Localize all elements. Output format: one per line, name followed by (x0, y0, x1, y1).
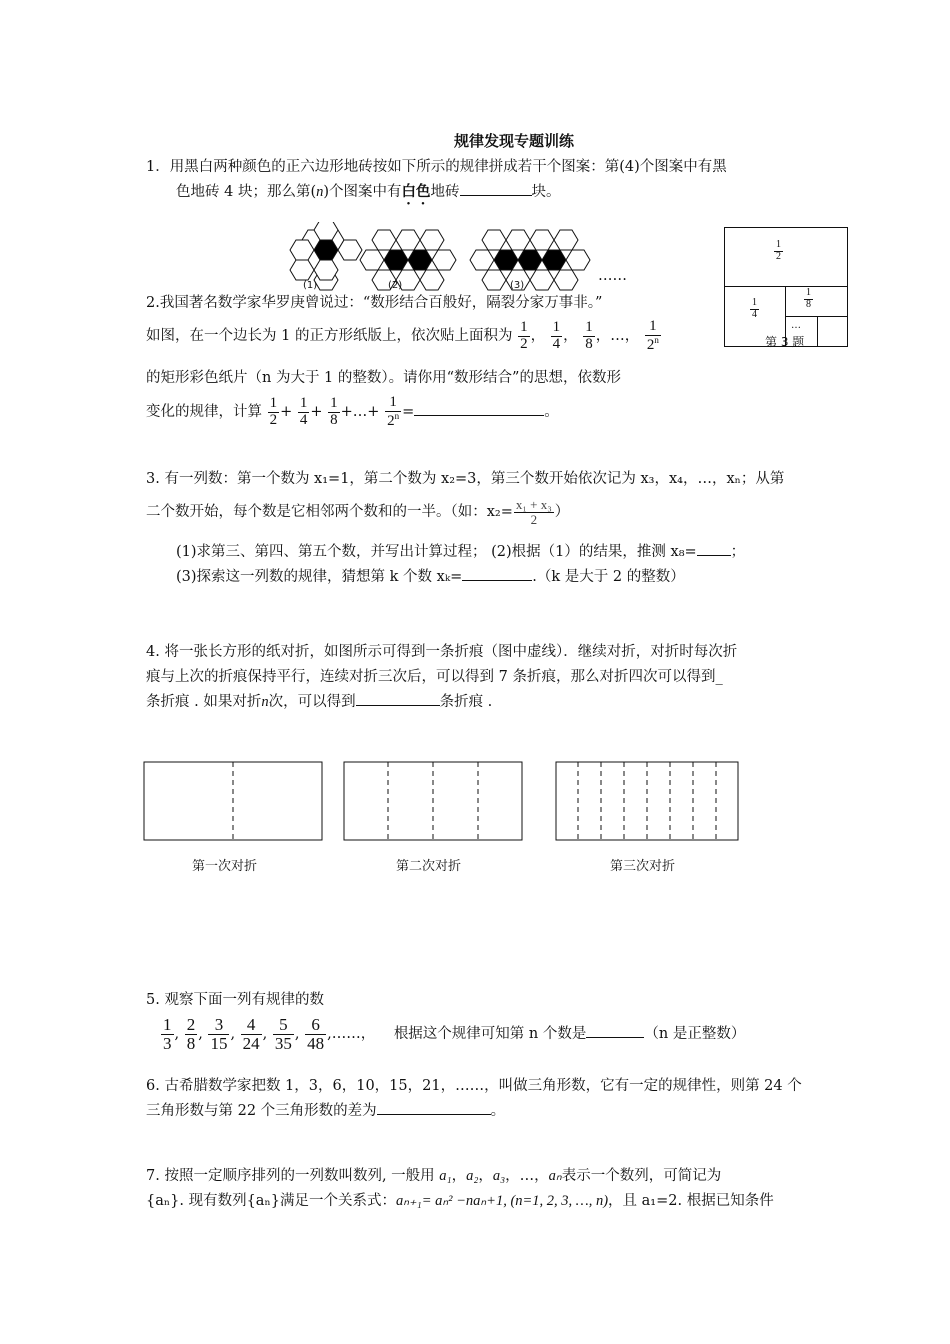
q4-line1: 4. 将一张长方形的纸对折，如图所示可得到一条折痕（图中虚线）．继续对折，对折时每次折 (146, 644, 738, 660)
fold-caption-1: 第一次对折 (192, 859, 258, 874)
q1-line2: 色地砖 4 块；那么第(n)个图案中有白色地砖 块。 (176, 180, 561, 208)
fold-caption-2: 第二次对折 (396, 859, 462, 874)
folding-figures (140, 758, 744, 844)
hexagon-pattern-3 (470, 230, 590, 290)
q2-line2: 如图，在一个边长为 1 的正方形纸版上，依次贴上面积为 $\frac{1}{2}$ ， $\frac{1}{4}$ ， $\frac{1}{8}$ ，…， $\frac{1}{2^n}$ (146, 317, 659, 353)
q7-line2: {aₙ}. 现有数列{aₙ}满足一个关系式：aₙ₊₁= aₙ² −naₙ+1, (n=1, 2, 3, …, n)，且 a₁=2. 根据已知条件 (146, 1193, 774, 1209)
q3-line4: (3)探索这一列数的规律，猜想第 k 个数 xₖ= .（k 是大于 2 的整数） (176, 565, 685, 586)
q3-line1: 3. 有一列数：第一个数为 x₁=1，第二个数为 x₂=3，第三个数开始依次记为 x₃，x₄，…，xₙ；从第 (146, 471, 785, 487)
q6-line2: 三角形数与第 22 个三角形数的差为 。 (146, 1099, 505, 1120)
hexagon-pattern-2 (360, 230, 456, 290)
q1-answer-blank[interactable] (460, 181, 532, 196)
hexagon-patterns-figure (280, 222, 600, 302)
q5-answer-blank[interactable] (586, 1023, 644, 1038)
q2-answer-blank[interactable] (414, 401, 544, 416)
pattern-label-1: (1) (303, 280, 318, 291)
q4-line3: 条折痕 . 如果对折n次，可以得到 条折痕 . (146, 690, 492, 711)
q5-line1: 5. 观察下面一列有规律的数 (146, 992, 324, 1008)
pattern-label-3: (3) (510, 280, 525, 291)
q4-line2: 痕与上次的折痕保持平行，连续对折三次后，可以得到 7 条折痕，那么对折四次可以得到_ (146, 669, 723, 685)
q2-line1: 2.我国著名数学家华罗庚曾说过：“数形结合百般好，隔裂分家万事非。” (146, 295, 603, 311)
q5-line2: $\frac{1}{3}$ , $\frac{2}{8}$ , $\frac{3}{15}$ , $\frac{4}{24}$ , $\frac{5}{35}$ , $\frac{6}{48}$ ,……， 根据这个规律可知第 n 个数是 （n 是正整数） (163, 1014, 746, 1053)
pattern-label-2: (2) (388, 280, 403, 291)
square-more-label: … (791, 320, 801, 331)
hexagon-pattern-1 (290, 222, 362, 290)
q1-line1: 1．用黑白两种颜色的正六边形地砖按如下所示的规律拼成若干个图案：第(4)个图案中有黑 (146, 159, 727, 175)
fold-caption-3: 第三次对折 (610, 859, 676, 874)
q3-line3: (1)求第三、第四、第五个数，并写出计算过程； (2)根据（1）的结果，推测 x₈= ； (176, 540, 745, 561)
q6-answer-blank[interactable] (377, 1100, 491, 1115)
q2-line4: 变化的规律，计算 $\frac{1}{2}$ + $\frac{1}{4}$ + $\frac{1}{8}$ +…+ $\frac{1}{2^n}$ = 。 (146, 393, 559, 429)
unit-square-figure (724, 227, 848, 347)
q3-xk-blank[interactable] (462, 566, 532, 581)
square-figure-caption: 第 3 题 (765, 335, 805, 349)
q2-line3: 的矩形彩色纸片（n 为大于 1 的整数）。请你用“数形结合”的思想，依数形 (146, 370, 621, 386)
square-quarter-label: $\frac{1}{4}$ (752, 297, 757, 320)
square-eighth-label: $\frac{1}{8}$ (806, 287, 811, 310)
pattern-ellipsis: …… (598, 268, 627, 284)
page-title: 规律发现专题训练 (454, 132, 575, 150)
q3-line2: 二个数开始，每个数是它相邻两个数和的一半。（如：x₂= $\frac{\text{x₁ + x₃}}{2}$ ） (146, 496, 570, 527)
q6-line1: 6. 古希腊数学家把数 1，3，6，10，15，21，……，叫做三角形数，它有一定的规律性，则第 24 个 (146, 1078, 802, 1094)
q3-x8-blank[interactable] (697, 541, 731, 556)
q7-recurrence-formula: aₙ₊₁= aₙ² −naₙ+1, (n=1, 2, 3, …, n) (395, 1193, 609, 1209)
q7-line1: 7. 按照一定顺序排列的一列数叫数列, 一般用 a₁，a₂，a₃，…，aₙ表示一个数列，可简记为 (146, 1168, 722, 1184)
q4-answer-blank[interactable] (356, 691, 440, 706)
square-half-label: $\frac{1}{2}$ (776, 239, 781, 262)
